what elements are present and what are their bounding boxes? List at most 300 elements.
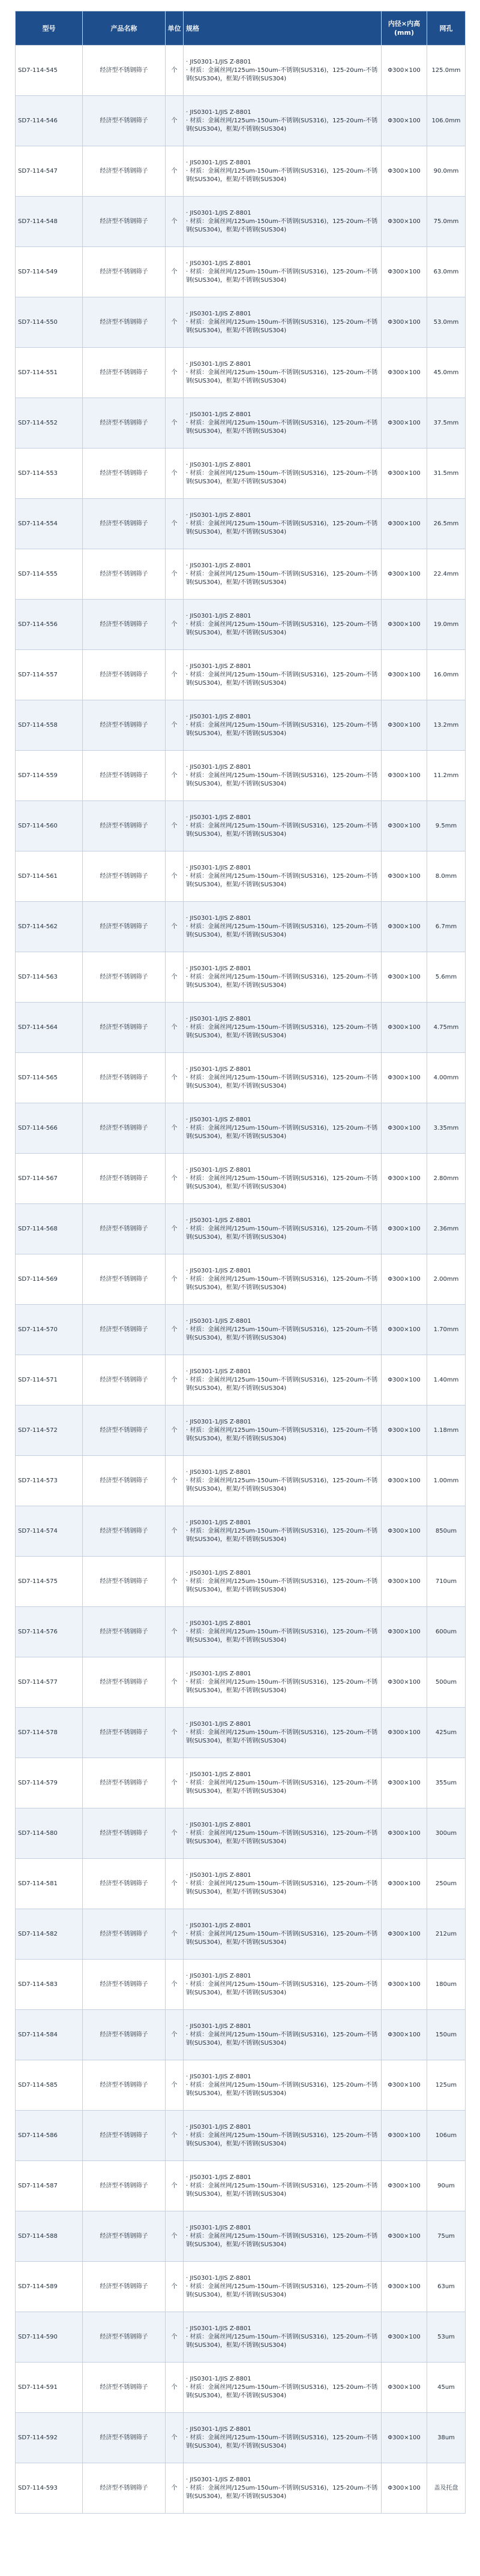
- product-spec: [184, 1909, 382, 1960]
- product-mesh: 1.40mm: [427, 1355, 466, 1406]
- product-unit: 个: [166, 2363, 184, 2413]
- spec-standard: · JIS0301-1/JIS Z-8801: [186, 1972, 251, 1979]
- product-spec: [184, 1103, 382, 1154]
- product-unit: 个: [166, 1154, 184, 1204]
- spec-material: · 材质：金属丝网/125um-150um-不锈钢(SUS316)，125-20um-不锈钢(SUS304)，框架/不锈钢(SUS304): [186, 1124, 378, 1140]
- product-name: 经济型不锈钢筛子: [83, 700, 166, 751]
- spec-material: · 材质：金属丝网/125um-150um-不锈钢(SUS316)，125-20um-不锈钢(SUS304)，框架/不锈钢(SUS304): [186, 167, 378, 183]
- product-size: Φ300×100: [382, 1607, 427, 1657]
- product-name: 经济型不锈钢筛子: [83, 297, 166, 348]
- product-code: SD7-114-556: [16, 600, 83, 650]
- product-unit: 个: [166, 952, 184, 1003]
- spec-standard: · JIS0301-1/JIS Z-8801: [186, 1519, 251, 1526]
- product-size: Φ300×100: [382, 1204, 427, 1254]
- spec-standard: · JIS0301-1/JIS Z-8801: [186, 1670, 251, 1677]
- product-spec: [184, 2211, 382, 2262]
- product-size: Φ300×100: [382, 751, 427, 801]
- table-row: [16, 1607, 466, 1657]
- product-spec: [184, 2262, 382, 2312]
- table-row: [16, 499, 466, 549]
- spec-standard: · JIS0301-1/JIS Z-8801: [186, 1116, 251, 1123]
- table-row: [16, 650, 466, 700]
- table-row: [16, 1305, 466, 1355]
- spec-standard: · JIS0301-1/JIS Z-8801: [186, 2425, 251, 2433]
- spec-material: · 材质：金属丝网/125um-150um-不锈钢(SUS316)，125-20um-不锈钢(SUS304)，框架/不锈钢(SUS304): [186, 67, 378, 82]
- table-row: [16, 2413, 466, 2463]
- table-row: [16, 1859, 466, 1909]
- product-size: Φ300×100: [382, 2111, 427, 2161]
- product-size: Φ300×100: [382, 96, 427, 146]
- product-mesh: 355um: [427, 1758, 466, 1808]
- product-code: SD7-114-548: [16, 197, 83, 247]
- product-unit: 个: [166, 1355, 184, 1406]
- product-size: Φ300×100: [382, 2463, 427, 2514]
- product-size: Φ300×100: [382, 600, 427, 650]
- product-name: 经济型不锈钢筛子: [83, 197, 166, 247]
- spec-standard: · JIS0301-1/JIS Z-8801: [186, 1066, 251, 1073]
- product-spec: [184, 851, 382, 902]
- product-code: SD7-114-581: [16, 1859, 83, 1909]
- spec-standard: · JIS0301-1/JIS Z-8801: [186, 109, 251, 116]
- spec-standard: · JIS0301-1/JIS Z-8801: [186, 1468, 251, 1476]
- product-size: Φ300×100: [382, 46, 427, 96]
- spec-material: · 材质：金属丝网/125um-150um-不锈钢(SUS316)，125-20um-不锈钢(SUS304)，框架/不锈钢(SUS304): [186, 2484, 378, 2500]
- product-name: 经济型不锈钢筛子: [83, 46, 166, 96]
- spec-standard: · JIS0301-1/JIS Z-8801: [186, 965, 251, 972]
- product-mesh: 26.5mm: [427, 499, 466, 549]
- table-row: [16, 902, 466, 952]
- product-mesh: 75um: [427, 2211, 466, 2262]
- table-row: [16, 297, 466, 348]
- product-unit: 个: [166, 1557, 184, 1607]
- spec-standard: · JIS0301-1/JIS Z-8801: [186, 1317, 251, 1325]
- product-unit: 个: [166, 348, 184, 398]
- spec-material: · 材质：金属丝网/125um-150um-不锈钢(SUS316)，125-20um-不锈钢(SUS304)，框架/不锈钢(SUS304): [186, 1930, 378, 1946]
- product-size: Φ300×100: [382, 1456, 427, 1506]
- product-unit: 个: [166, 1607, 184, 1657]
- product-spec: [184, 2413, 382, 2463]
- product-size: Φ300×100: [382, 449, 427, 499]
- product-mesh: 850um: [427, 1506, 466, 1557]
- spec-material: · 材质：金属丝网/125um-150um-不锈钢(SUS316)，125-20um-不锈钢(SUS304)，框架/不锈钢(SUS304): [186, 2132, 378, 2147]
- product-code: SD7-114-567: [16, 1154, 83, 1204]
- spec-material: · 材质：金属丝网/125um-150um-不锈钢(SUS316)，125-20um-不锈钢(SUS304)，框架/不锈钢(SUS304): [186, 621, 378, 636]
- spec-standard: · JIS0301-1/JIS Z-8801: [186, 1418, 251, 1425]
- product-code: SD7-114-570: [16, 1305, 83, 1355]
- product-spec: [184, 1808, 382, 1859]
- product-name: 经济型不锈钢筛子: [83, 1657, 166, 1708]
- table-row: [16, 1909, 466, 1960]
- spec-standard: · JIS0301-1/JIS Z-8801: [186, 2023, 251, 2030]
- spec-material: · 材质：金属丝网/125um-150um-不锈钢(SUS316)，125-20um-不锈钢(SUS304)，框架/不锈钢(SUS304): [186, 268, 378, 284]
- product-mesh: 6.7mm: [427, 902, 466, 952]
- product-code: SD7-114-588: [16, 2211, 83, 2262]
- product-name: 经济型不锈钢筛子: [83, 499, 166, 549]
- product-name: 经济型不锈钢筛子: [83, 1053, 166, 1103]
- product-size: Φ300×100: [382, 2413, 427, 2463]
- product-name: 经济型不锈钢筛子: [83, 96, 166, 146]
- product-mesh: 63.0mm: [427, 247, 466, 297]
- table-row: [16, 2211, 466, 2262]
- spec-material: · 材质：金属丝网/125um-150um-不锈钢(SUS316)，125-20um-不锈钢(SUS304)，框架/不锈钢(SUS304): [186, 2182, 378, 2198]
- spec-standard: · JIS0301-1/JIS Z-8801: [186, 814, 251, 821]
- product-name: 经济型不锈钢筛子: [83, 1305, 166, 1355]
- product-size: Φ300×100: [382, 1305, 427, 1355]
- product-mesh: 125.0mm: [427, 46, 466, 96]
- product-code: SD7-114-552: [16, 398, 83, 449]
- spec-material: · 材质：金属丝网/125um-150um-不锈钢(SUS316)，125-20um-不锈钢(SUS304)，框架/不锈钢(SUS304): [186, 772, 378, 787]
- product-mesh: 90um: [427, 2161, 466, 2211]
- product-code: SD7-114-547: [16, 146, 83, 197]
- product-code: SD7-114-551: [16, 348, 83, 398]
- product-spec: [184, 1154, 382, 1204]
- product-spec: [184, 1708, 382, 1758]
- product-size: Φ300×100: [382, 1506, 427, 1557]
- product-name: 经济型不锈钢筛子: [83, 1960, 166, 2010]
- product-mesh: 2.36mm: [427, 1204, 466, 1254]
- spec-standard: · JIS0301-1/JIS Z-8801: [186, 2274, 251, 2282]
- spec-material: · 材质：金属丝网/125um-150um-不锈钢(SUS316)，125-20um-不锈钢(SUS304)，框架/不锈钢(SUS304): [186, 1779, 378, 1795]
- product-size: Φ300×100: [382, 398, 427, 449]
- product-mesh: 13.2mm: [427, 700, 466, 751]
- product-mesh: 710um: [427, 1557, 466, 1607]
- spec-standard: · JIS0301-1/JIS Z-8801: [186, 914, 251, 922]
- spec-material: · 材质：金属丝网/125um-150um-不锈钢(SUS316)，125-20um-不锈钢(SUS304)，框架/不锈钢(SUS304): [186, 2283, 378, 2298]
- header-unit: 单位: [166, 11, 184, 46]
- spec-standard: · JIS0301-1/JIS Z-8801: [186, 159, 251, 166]
- spec-standard: · JIS0301-1/JIS Z-8801: [186, 663, 251, 670]
- product-size: Φ300×100: [382, 1859, 427, 1909]
- product-unit: 个: [166, 1859, 184, 1909]
- product-name: 经济型不锈钢筛子: [83, 1355, 166, 1406]
- spec-material: · 材质：金属丝网/125um-150um-不锈钢(SUS316)，125-20um-不锈钢(SUS304)，框架/不锈钢(SUS304): [186, 1880, 378, 1895]
- product-code: SD7-114-577: [16, 1657, 83, 1708]
- product-code: SD7-114-569: [16, 1254, 83, 1305]
- spec-material: · 材质：金属丝网/125um-150um-不锈钢(SUS316)，125-20um-不锈钢(SUS304)，框架/不锈钢(SUS304): [186, 2081, 378, 2097]
- table-row: [16, 1103, 466, 1154]
- table-row: [16, 952, 466, 1003]
- table-row: [16, 1960, 466, 2010]
- table-row: [16, 851, 466, 902]
- spec-material: · 材质：金属丝网/125um-150um-不锈钢(SUS316)，125-20um-不锈钢(SUS304)，框架/不锈钢(SUS304): [186, 1628, 378, 1644]
- spec-standard: · JIS0301-1/JIS Z-8801: [186, 1620, 251, 1627]
- spec-standard: · JIS0301-1/JIS Z-8801: [186, 2123, 251, 2130]
- product-spec: [184, 751, 382, 801]
- spec-standard: · JIS0301-1/JIS Z-8801: [186, 1166, 251, 1173]
- product-mesh: 45.0mm: [427, 348, 466, 398]
- table-header: [16, 11, 466, 46]
- header-spec: 规格: [184, 11, 382, 46]
- product-unit: 个: [166, 197, 184, 247]
- product-name: 经济型不锈钢筛子: [83, 2413, 166, 2463]
- spec-standard: · JIS0301-1/JIS Z-8801: [186, 2476, 251, 2483]
- spec-standard: · JIS0301-1/JIS Z-8801: [186, 1368, 251, 1375]
- product-code: SD7-114-557: [16, 650, 83, 700]
- spec-standard: · JIS0301-1/JIS Z-8801: [186, 1569, 251, 1576]
- product-size: Φ300×100: [382, 1960, 427, 2010]
- product-size: Φ300×100: [382, 2010, 427, 2060]
- product-code: SD7-114-560: [16, 801, 83, 851]
- spec-standard: · JIS0301-1/JIS Z-8801: [186, 260, 251, 267]
- spec-material: · 材质：金属丝网/125um-150um-不锈钢(SUS316)，125-20um-不锈钢(SUS304)，框架/不锈钢(SUS304): [186, 1275, 378, 1291]
- spec-standard: · JIS0301-1/JIS Z-8801: [186, 411, 251, 418]
- product-size: Φ300×100: [382, 952, 427, 1003]
- product-code: SD7-114-563: [16, 952, 83, 1003]
- product-name: 经济型不锈钢筛子: [83, 247, 166, 297]
- table-row: [16, 2010, 466, 2060]
- product-mesh: 2.00mm: [427, 1254, 466, 1305]
- product-spec: [184, 1758, 382, 1808]
- product-size: Φ300×100: [382, 146, 427, 197]
- product-size: Φ300×100: [382, 1657, 427, 1708]
- spec-material: · 材质：金属丝网/125um-150um-不锈钢(SUS316)，125-20um-不锈钢(SUS304)，框架/不锈钢(SUS304): [186, 1578, 378, 1593]
- product-size: Φ300×100: [382, 549, 427, 600]
- product-name: 经济型不锈钢筛子: [83, 1154, 166, 1204]
- product-unit: 个: [166, 2111, 184, 2161]
- product-name: 经济型不锈钢筛子: [83, 146, 166, 197]
- product-size: Φ300×100: [382, 1708, 427, 1758]
- spec-standard: · JIS0301-1/JIS Z-8801: [186, 763, 251, 771]
- product-code: SD7-114-584: [16, 2010, 83, 2060]
- product-size: Φ300×100: [382, 801, 427, 851]
- product-name: 经济型不锈钢筛子: [83, 2363, 166, 2413]
- product-name: 经济型不锈钢筛子: [83, 902, 166, 952]
- product-name: 经济型不锈钢筛子: [83, 952, 166, 1003]
- product-name: 经济型不锈钢筛子: [83, 801, 166, 851]
- product-name: 经济型不锈钢筛子: [83, 1506, 166, 1557]
- product-size: Φ300×100: [382, 1003, 427, 1053]
- product-mesh: 11.2mm: [427, 751, 466, 801]
- product-code: SD7-114-571: [16, 1355, 83, 1406]
- product-code: SD7-114-555: [16, 549, 83, 600]
- spec-standard: · JIS0301-1/JIS Z-8801: [186, 1267, 251, 1274]
- product-table: [15, 11, 466, 2514]
- product-unit: 个: [166, 2262, 184, 2312]
- product-spec: [184, 801, 382, 851]
- product-spec: [184, 1053, 382, 1103]
- product-spec: [184, 2111, 382, 2161]
- product-unit: 个: [166, 1808, 184, 1859]
- product-mesh: 53.0mm: [427, 297, 466, 348]
- product-spec: [184, 1607, 382, 1657]
- product-code: SD7-114-580: [16, 1808, 83, 1859]
- spec-material: · 材质：金属丝网/125um-150um-不锈钢(SUS316)，125-20um-不锈钢(SUS304)，框架/不锈钢(SUS304): [186, 671, 378, 687]
- product-unit: 个: [166, 1960, 184, 2010]
- table-row: [16, 2161, 466, 2211]
- product-code: SD7-114-562: [16, 902, 83, 952]
- product-mesh: 19.0mm: [427, 600, 466, 650]
- product-unit: 个: [166, 1204, 184, 1254]
- product-spec: [184, 2312, 382, 2363]
- product-mesh: 3.35mm: [427, 1103, 466, 1154]
- product-size: Φ300×100: [382, 2312, 427, 2363]
- table-row: [16, 2111, 466, 2161]
- spec-standard: · JIS0301-1/JIS Z-8801: [186, 1217, 251, 1224]
- table-row: [16, 1506, 466, 1557]
- table-row: [16, 2262, 466, 2312]
- spec-standard: · JIS0301-1/JIS Z-8801: [186, 2325, 251, 2332]
- product-mesh: 250um: [427, 1859, 466, 1909]
- table-row: [16, 2060, 466, 2111]
- product-unit: 个: [166, 801, 184, 851]
- spec-material: · 材质：金属丝网/125um-150um-不锈钢(SUS316)，125-20um-不锈钢(SUS304)，框架/不锈钢(SUS304): [186, 218, 378, 233]
- product-code: SD7-114-586: [16, 2111, 83, 2161]
- product-unit: 个: [166, 650, 184, 700]
- product-unit: 个: [166, 2211, 184, 2262]
- product-code: SD7-114-550: [16, 297, 83, 348]
- spec-standard: · JIS0301-1/JIS Z-8801: [186, 360, 251, 368]
- table-row: [16, 1355, 466, 1406]
- spec-material: · 材质：金属丝网/125um-150um-不锈钢(SUS316)，125-20um-不锈钢(SUS304)，框架/不锈钢(SUS304): [186, 2434, 378, 2449]
- spec-material: · 材质：金属丝网/125um-150um-不锈钢(SUS316)，125-20um-不锈钢(SUS304)，框架/不锈钢(SUS304): [186, 1477, 378, 1492]
- product-unit: 个: [166, 700, 184, 751]
- product-size: Φ300×100: [382, 247, 427, 297]
- product-spec: [184, 2463, 382, 2514]
- product-code: SD7-114-592: [16, 2413, 83, 2463]
- product-spec: [184, 902, 382, 952]
- product-name: 经济型不锈钢筛子: [83, 2111, 166, 2161]
- product-unit: 个: [166, 1305, 184, 1355]
- product-mesh: 53um: [427, 2312, 466, 2363]
- spec-standard: · JIS0301-1/JIS Z-8801: [186, 864, 251, 871]
- spec-material: · 材质：金属丝网/125um-150um-不锈钢(SUS316)，125-20um-不锈钢(SUS304)，框架/不锈钢(SUS304): [186, 2232, 378, 2248]
- product-name: 经济型不锈钢筛子: [83, 2211, 166, 2262]
- product-name: 经济型不锈钢筛子: [83, 751, 166, 801]
- spec-material: · 材质：金属丝网/125um-150um-不锈钢(SUS316)，125-20um-不锈钢(SUS304)，框架/不锈钢(SUS304): [186, 2333, 378, 2349]
- table-row: [16, 449, 466, 499]
- spec-material: · 材质：金属丝网/125um-150um-不锈钢(SUS316)，125-20um-不锈钢(SUS304)，框架/不锈钢(SUS304): [186, 1678, 378, 1694]
- product-unit: 个: [166, 1254, 184, 1305]
- spec-standard: · JIS0301-1/JIS Z-8801: [186, 713, 251, 720]
- product-mesh: 90.0mm: [427, 146, 466, 197]
- product-mesh: 1.70mm: [427, 1305, 466, 1355]
- product-code: SD7-114-576: [16, 1607, 83, 1657]
- product-unit: 个: [166, 751, 184, 801]
- spec-standard: · JIS0301-1/JIS Z-8801: [186, 1821, 251, 1828]
- table-row: [16, 801, 466, 851]
- product-name: 经济型不锈钢筛子: [83, 2262, 166, 2312]
- spec-material: · 材质：金属丝网/125um-150um-不锈钢(SUS316)，125-20um-不锈钢(SUS304)，框架/不锈钢(SUS304): [186, 923, 378, 938]
- product-code: SD7-114-561: [16, 851, 83, 902]
- product-code: SD7-114-591: [16, 2363, 83, 2413]
- table-row: [16, 1154, 466, 1204]
- table-row: [16, 2312, 466, 2363]
- product-mesh: 106.0mm: [427, 96, 466, 146]
- spec-standard: · JIS0301-1/JIS Z-8801: [186, 1720, 251, 1728]
- product-size: Φ300×100: [382, 1808, 427, 1859]
- spec-standard: · JIS0301-1/JIS Z-8801: [186, 2073, 251, 2080]
- spec-material: · 材质：金属丝网/125um-150um-不锈钢(SUS316)，125-20um-不锈钢(SUS304)，框架/不锈钢(SUS304): [186, 419, 378, 435]
- spec-material: · 材质：金属丝网/125um-150um-不锈钢(SUS316)，125-20um-不锈钢(SUS304)，框架/不锈钢(SUS304): [186, 1175, 378, 1190]
- product-mesh: 300um: [427, 1808, 466, 1859]
- product-spec: [184, 1305, 382, 1355]
- product-code: SD7-114-574: [16, 1506, 83, 1557]
- product-name: 经济型不锈钢筛子: [83, 1808, 166, 1859]
- product-unit: 个: [166, 2161, 184, 2211]
- product-unit: 个: [166, 1103, 184, 1154]
- product-size: Φ300×100: [382, 902, 427, 952]
- product-spec: [184, 2161, 382, 2211]
- product-size: Φ300×100: [382, 700, 427, 751]
- product-code: SD7-114-593: [16, 2463, 83, 2514]
- spec-standard: · JIS0301-1/JIS Z-8801: [186, 58, 251, 65]
- spec-material: · 材质：金属丝网/125um-150um-不锈钢(SUS316)，125-20um-不锈钢(SUS304)，框架/不锈钢(SUS304): [186, 1376, 378, 1392]
- table-row: [16, 197, 466, 247]
- product-code: SD7-114-590: [16, 2312, 83, 2363]
- product-code: SD7-114-565: [16, 1053, 83, 1103]
- product-unit: 个: [166, 146, 184, 197]
- product-size: Φ300×100: [382, 1154, 427, 1204]
- table-row: [16, 600, 466, 650]
- product-size: Φ300×100: [382, 1355, 427, 1406]
- product-code: SD7-114-589: [16, 2262, 83, 2312]
- product-mesh: 38um: [427, 2413, 466, 2463]
- product-mesh: 16.0mm: [427, 650, 466, 700]
- product-size: Φ300×100: [382, 197, 427, 247]
- header-size: 内径×内高(mm): [382, 11, 427, 46]
- table-row: [16, 700, 466, 751]
- product-name: 经济型不锈钢筛子: [83, 1204, 166, 1254]
- product-unit: 个: [166, 297, 184, 348]
- spec-material: · 材质：金属丝网/125um-150um-不锈钢(SUS316)，125-20um-不锈钢(SUS304)，框架/不锈钢(SUS304): [186, 1024, 378, 1039]
- spec-material: · 材质：金属丝网/125um-150um-不锈钢(SUS316)，125-20um-不锈钢(SUS304)，框架/不锈钢(SUS304): [186, 520, 378, 535]
- product-unit: 个: [166, 1909, 184, 1960]
- product-mesh: 500um: [427, 1657, 466, 1708]
- product-mesh: 8.0mm: [427, 851, 466, 902]
- product-code: SD7-114-582: [16, 1909, 83, 1960]
- product-mesh: 9.5mm: [427, 801, 466, 851]
- product-mesh: 31.5mm: [427, 449, 466, 499]
- product-size: Φ300×100: [382, 348, 427, 398]
- product-mesh: 75.0mm: [427, 197, 466, 247]
- spec-standard: · JIS0301-1/JIS Z-8801: [186, 2224, 251, 2231]
- spec-material: · 材质：金属丝网/125um-150um-不锈钢(SUS316)，125-20um-不锈钢(SUS304)，框架/不锈钢(SUS304): [186, 2384, 378, 2399]
- product-spec: [184, 1859, 382, 1909]
- product-unit: 个: [166, 1506, 184, 1557]
- product-unit: 个: [166, 902, 184, 952]
- product-size: Φ300×100: [382, 1758, 427, 1808]
- spec-material: · 材质：金属丝网/125um-150um-不锈钢(SUS316)，125-20um-不锈钢(SUS304)，框架/不锈钢(SUS304): [186, 470, 378, 485]
- product-spec: [184, 600, 382, 650]
- table-body: [16, 46, 466, 2514]
- product-spec: [184, 46, 382, 96]
- product-mesh: 22.4mm: [427, 549, 466, 600]
- table-row: [16, 1657, 466, 1708]
- product-unit: 个: [166, 1406, 184, 1456]
- product-spec: [184, 499, 382, 549]
- product-mesh: 5.6mm: [427, 952, 466, 1003]
- product-spec: [184, 1003, 382, 1053]
- product-mesh: 1.18mm: [427, 1406, 466, 1456]
- product-size: Φ300×100: [382, 1909, 427, 1960]
- product-spec: [184, 348, 382, 398]
- header-row: [16, 11, 466, 46]
- product-size: Φ300×100: [382, 297, 427, 348]
- product-name: 经济型不锈钢筛子: [83, 1758, 166, 1808]
- product-mesh: 63um: [427, 2262, 466, 2312]
- product-size: Φ300×100: [382, 2060, 427, 2111]
- table-row: [16, 398, 466, 449]
- header-name: 产品名称: [83, 11, 166, 46]
- product-spec: [184, 398, 382, 449]
- product-spec: [184, 650, 382, 700]
- product-name: 经济型不锈钢筛子: [83, 1708, 166, 1758]
- product-code: SD7-114-579: [16, 1758, 83, 1808]
- product-size: Φ300×100: [382, 650, 427, 700]
- product-unit: 个: [166, 549, 184, 600]
- spec-material: · 材质：金属丝网/125um-150um-不锈钢(SUS316)，125-20um-不锈钢(SUS304)，框架/不锈钢(SUS304): [186, 973, 378, 989]
- product-mesh: 1.00mm: [427, 1456, 466, 1506]
